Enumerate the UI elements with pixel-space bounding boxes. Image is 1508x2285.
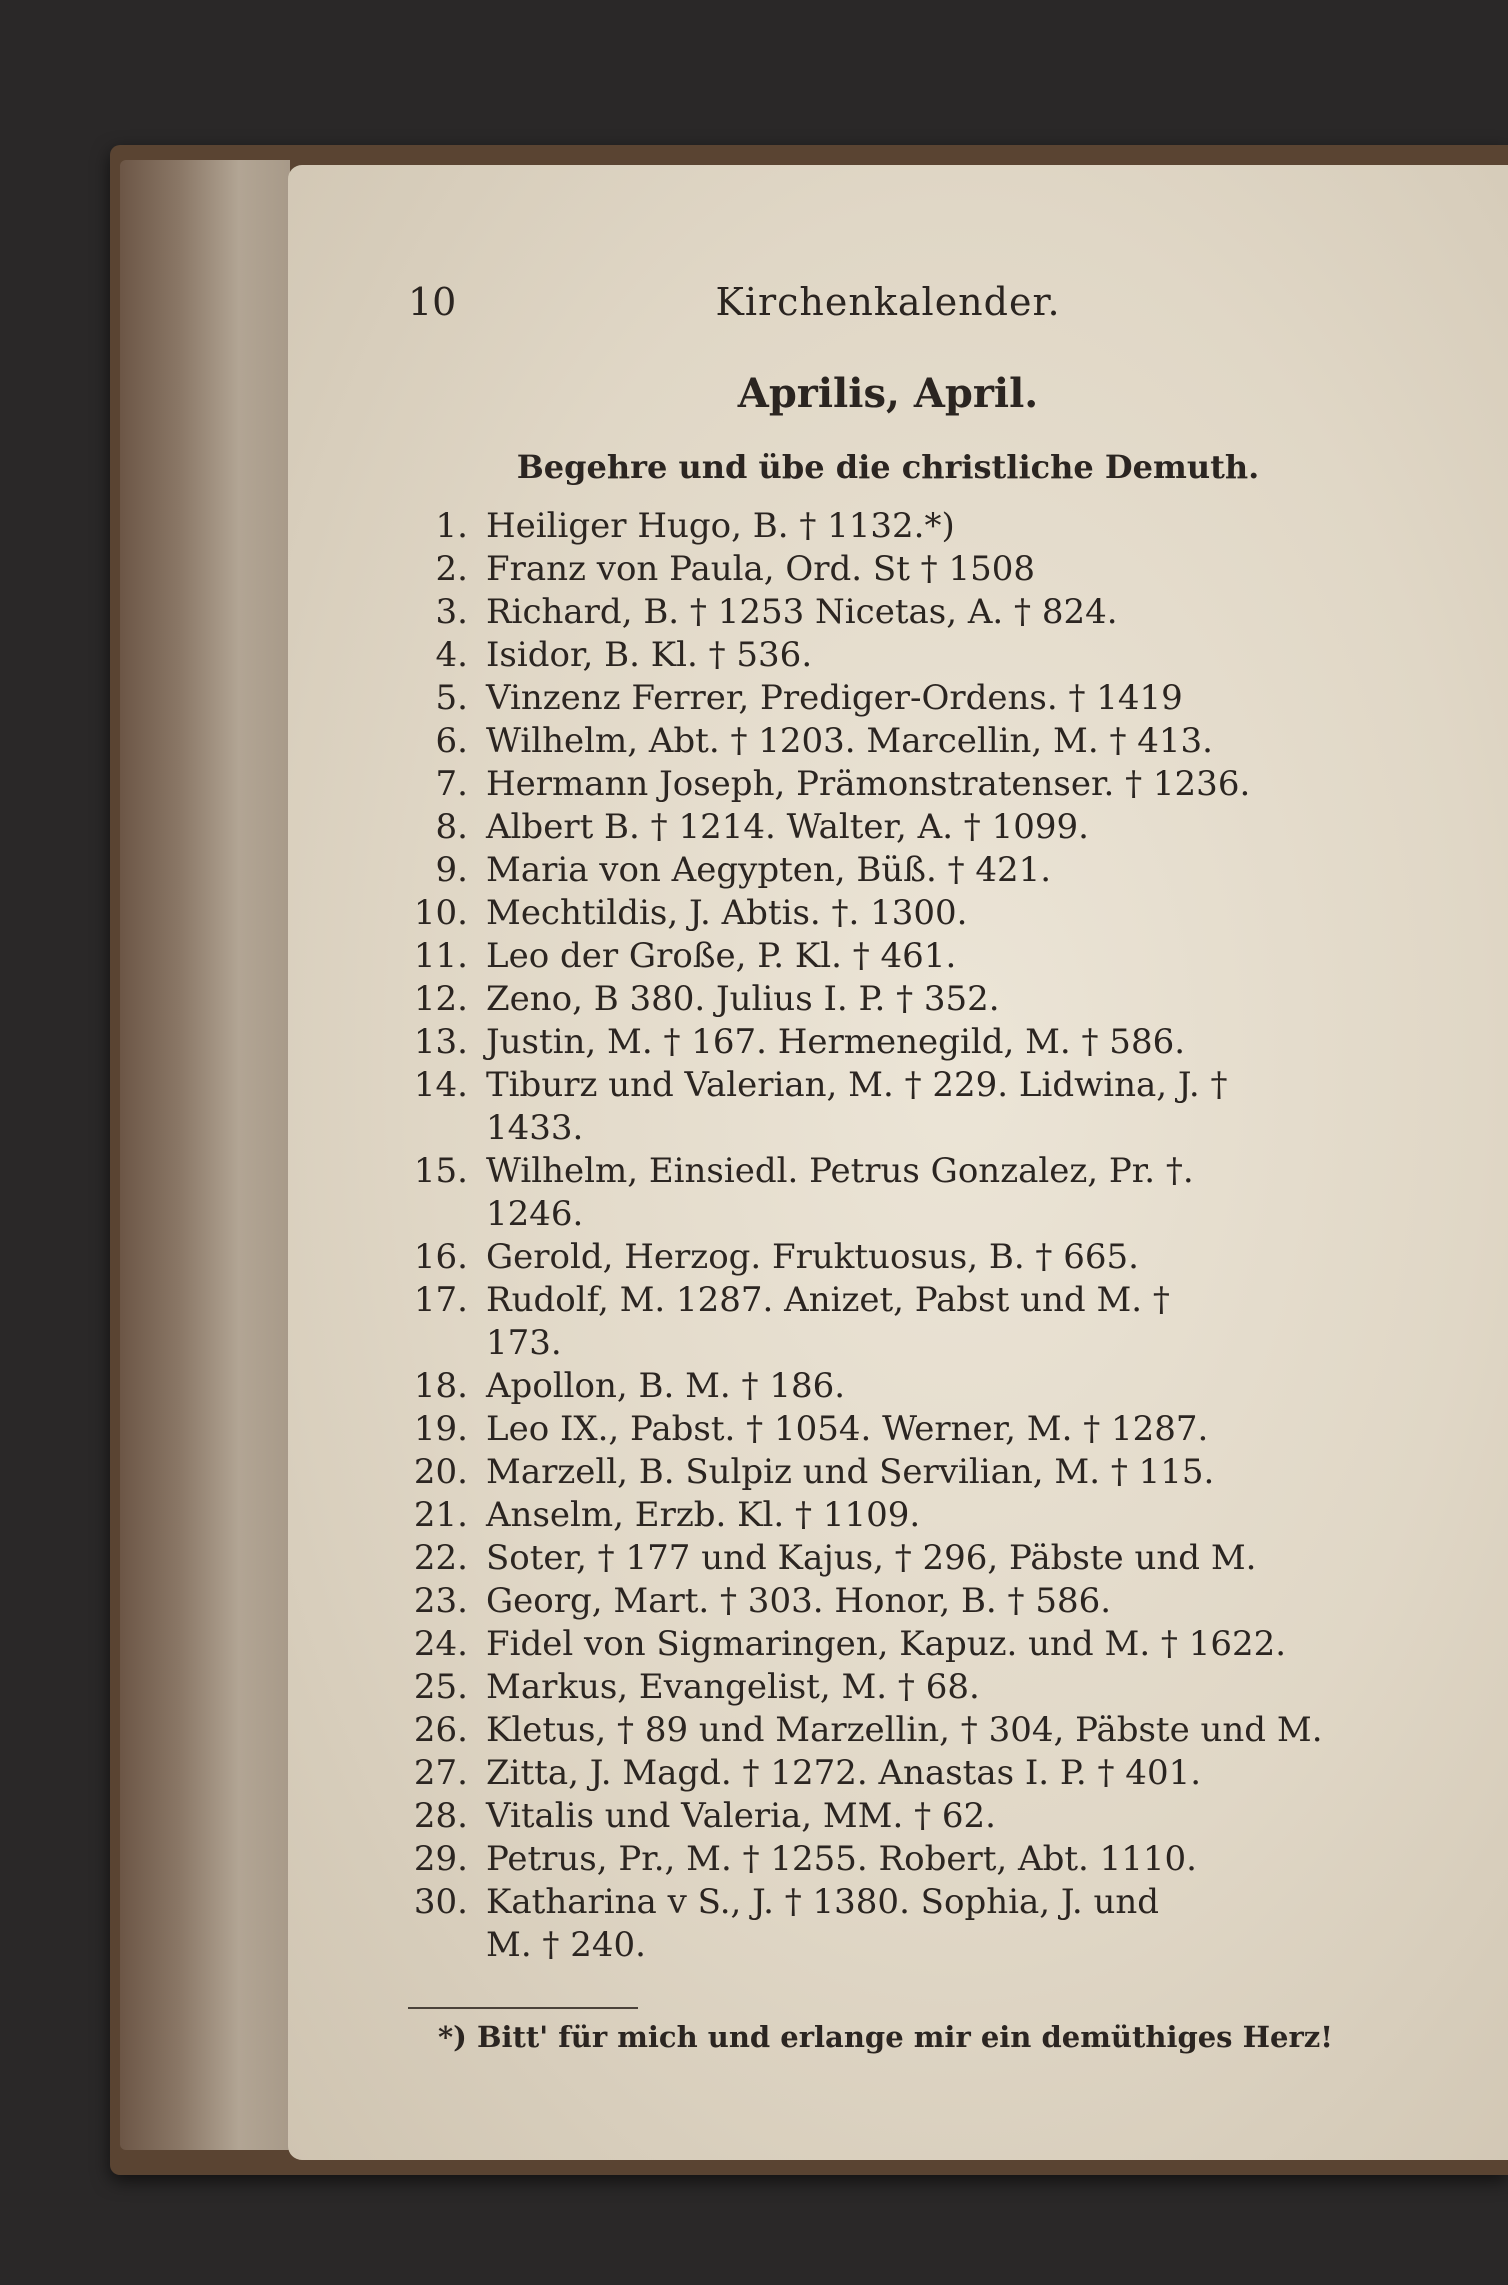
calendar-entry [398, 763, 1398, 806]
entry-day-number: 30. [413, 1882, 468, 1922]
calendar-entry-continuation [398, 1322, 1398, 1365]
entry-day-number: 17. [413, 1280, 468, 1320]
entry-day-number: 13. [413, 1022, 468, 1062]
entry-text: Georg, Mart. † 303. Honor, B. † 586. [486, 1581, 1112, 1621]
entry-day-number: 27. [413, 1753, 468, 1793]
entry-day-number: 12. [413, 979, 468, 1019]
entry-text: Gerold, Herzog. Fruktuosus, B. † 665. [486, 1237, 1139, 1277]
running-title: Kirchenkalender. [715, 280, 1061, 324]
calendar-entry [398, 1021, 1398, 1064]
calendar-entry [398, 1623, 1398, 1666]
calendar-entry [398, 1881, 1398, 1924]
entry-text: Apollon, B. M. † 186. [486, 1366, 846, 1406]
calendar-entry [398, 849, 1398, 892]
calendar-entry [398, 978, 1398, 1021]
entry-text: Anselm, Erzb. Kl. † 1109. [486, 1495, 921, 1535]
page-number: 10 [408, 280, 457, 324]
entry-text: Soter, † 177 und Kajus, † 296, Päbste und M. [486, 1538, 1257, 1578]
entry-day-number: 26. [413, 1710, 468, 1750]
entry-day-number: 8. [435, 807, 468, 847]
entry-day-number: 9. [435, 850, 468, 890]
calendar-entry [398, 720, 1398, 763]
entry-text: Kletus, † 89 und Marzellin, † 304, Päbste und M. [486, 1710, 1323, 1750]
entry-day-number: 18. [413, 1366, 468, 1406]
calendar-entry [398, 892, 1398, 935]
calendar-entry-continuation [398, 1193, 1398, 1236]
month-title: Aprilis, April. [737, 370, 1039, 417]
calendar-entry [398, 505, 1398, 548]
entry-day-number: 2. [435, 549, 468, 589]
calendar-entry [398, 1838, 1398, 1881]
entry-day-number: 3. [435, 592, 468, 632]
entry-day-number: 29. [413, 1839, 468, 1879]
entry-text: Hermann Joseph, Prämonstratenser. † 1236. [486, 764, 1251, 804]
calendar-entry [398, 1494, 1398, 1537]
entry-day-number: 28. [413, 1796, 468, 1836]
entry-text: 1246. [486, 1194, 584, 1234]
entry-text: Fidel von Sigmaringen, Kapuz. und M. † 1622. [486, 1624, 1287, 1664]
entry-text: Rudolf, M. 1287. Anizet, Pabst und M. † [486, 1280, 1170, 1320]
calendar-entry [398, 1451, 1398, 1494]
entry-text: Markus, Evangelist, M. † 68. [486, 1667, 980, 1707]
entry-text: Vitalis und Valeria, MM. † 62. [486, 1796, 996, 1836]
calendar-entry [398, 1752, 1398, 1795]
entry-day-number: 22. [413, 1538, 468, 1578]
calendar-entry [398, 1064, 1398, 1107]
entry-day-number: 24. [413, 1624, 468, 1664]
entry-day-number: 7. [435, 764, 468, 804]
calendar-entry [398, 1795, 1398, 1838]
entry-text: Vinzenz Ferrer, Prediger-Ordens. † 1419 [486, 678, 1183, 718]
entry-text: Tiburz und Valerian, M. † 229. Lidwina, J. † [486, 1065, 1228, 1105]
footnote: *) Bitt' für mich und erlange mir ein demüthiges Herz! [438, 2020, 1333, 2054]
entry-day-number: 1. [435, 506, 468, 546]
entry-day-number: 21. [413, 1495, 468, 1535]
calendar-entries [398, 505, 1398, 1967]
calendar-entry-continuation [398, 1924, 1398, 1967]
entry-text: Leo IX., Pabst. † 1054. Werner, M. † 1287. [486, 1409, 1209, 1449]
entry-text: Richard, B. † 1253 Nicetas, A. † 824. [486, 592, 1118, 632]
calendar-entry [398, 677, 1398, 720]
entry-text: M. † 240. [486, 1925, 646, 1965]
entry-day-number: 5. [435, 678, 468, 718]
entry-text: Justin, M. † 167. Hermenegild, M. † 586. [486, 1022, 1186, 1062]
calendar-entry [398, 1580, 1398, 1623]
footnote-divider [408, 2007, 638, 2009]
calendar-entry [398, 1709, 1398, 1752]
entry-day-number: 6. [435, 721, 468, 761]
book-spine-edge [120, 160, 290, 2150]
entry-day-number: 11. [413, 936, 468, 976]
book-page [288, 165, 1508, 2160]
entry-text: Katharina v S., J. † 1380. Sophia, J. und [486, 1882, 1160, 1922]
entry-text: Mechtildis, J. Abtis. †. 1300. [486, 893, 968, 933]
calendar-entry [398, 1279, 1398, 1322]
calendar-entry [398, 634, 1398, 677]
entry-text: Marzell, B. Sulpiz und Servilian, M. † 115. [486, 1452, 1215, 1492]
calendar-entry [398, 935, 1398, 978]
calendar-entry [398, 1150, 1398, 1193]
motto: Begehre und übe die christliche Demuth. [516, 448, 1260, 486]
calendar-entry [398, 1537, 1398, 1580]
entry-day-number: 4. [435, 635, 468, 675]
calendar-entry-continuation [398, 1107, 1398, 1150]
calendar-entry [398, 806, 1398, 849]
calendar-entry [398, 548, 1398, 591]
entry-text: Petrus, Pr., M. † 1255. Robert, Abt. 1110. [486, 1839, 1197, 1879]
entry-text: Wilhelm, Abt. † 1203. Marcellin, M. † 413. [486, 721, 1213, 761]
calendar-entry [398, 591, 1398, 634]
calendar-entry [398, 1236, 1398, 1279]
entry-text: Albert B. † 1214. Walter, A. † 1099. [486, 807, 1089, 847]
entry-text: Franz von Paula, Ord. St † 1508 [486, 549, 1035, 589]
entry-text: Heiliger Hugo, B. † 1132.*) [486, 506, 955, 546]
entry-text: Leo der Große, P. Kl. † 461. [486, 936, 957, 976]
calendar-entry [398, 1666, 1398, 1709]
entry-text: 173. [486, 1323, 562, 1363]
entry-day-number: 19. [413, 1409, 468, 1449]
entry-text: Isidor, B. Kl. † 536. [486, 635, 813, 675]
entry-day-number: 23. [413, 1581, 468, 1621]
entry-text: 1433. [486, 1108, 584, 1148]
entry-day-number: 16. [413, 1237, 468, 1277]
entry-day-number: 14. [413, 1065, 468, 1105]
entry-day-number: 15. [413, 1151, 468, 1191]
running-head [408, 280, 1368, 330]
calendar-entry [398, 1408, 1398, 1451]
entry-text: Zitta, J. Magd. † 1272. Anastas I. P. † 401. [486, 1753, 1202, 1793]
calendar-entry [398, 1365, 1398, 1408]
entry-text: Zeno, B 380. Julius I. P. † 352. [486, 979, 1000, 1019]
entry-day-number: 10. [413, 893, 468, 933]
entry-text: Wilhelm, Einsiedl. Petrus Gonzalez, Pr. †. [486, 1151, 1194, 1191]
entry-day-number: 20. [413, 1452, 468, 1492]
entry-text: Maria von Aegypten, Büß. † 421. [486, 850, 1052, 890]
entry-day-number: 25. [413, 1667, 468, 1707]
